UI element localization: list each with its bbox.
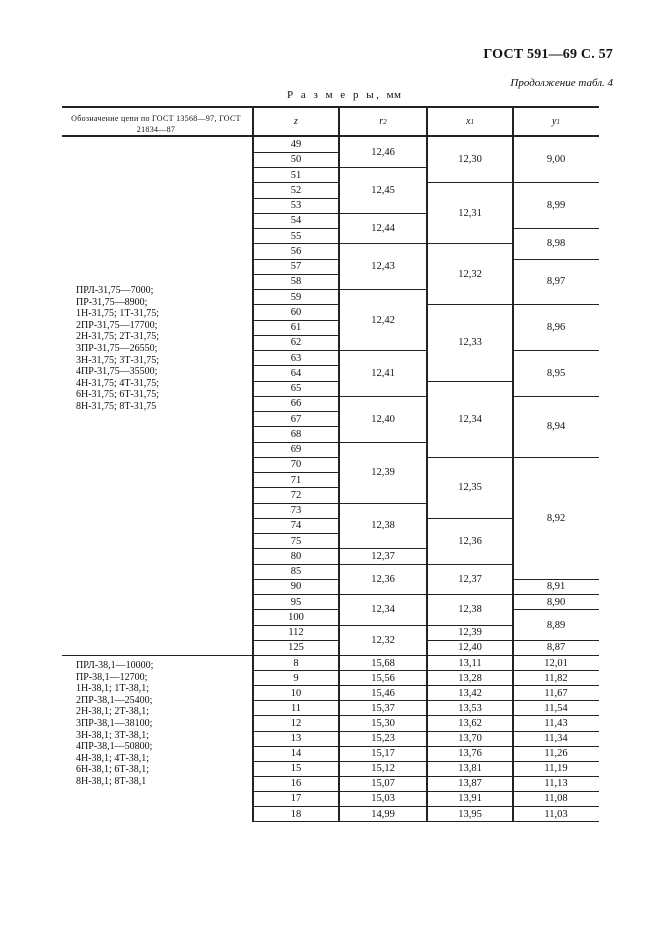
y1-cell: 11,19 — [544, 763, 568, 775]
y1-cell: 8,92 — [546, 512, 566, 524]
designation-line: ПРЛ-38,1—10000; — [76, 660, 154, 671]
designation-line: 2ПР-38,1—25400; — [76, 694, 153, 706]
designation-line: 6Н-31,75; 6Т-31,75; — [76, 389, 160, 401]
designation-line: 3ПР-31,75—26550; — [76, 342, 158, 354]
z-cell: 69 — [290, 444, 302, 456]
r2-cell: 12,40 — [371, 413, 395, 425]
y1-cell: 11,82 — [544, 672, 568, 684]
y1-cell: 8,95 — [546, 367, 566, 379]
y1-cell: 11,13 — [544, 778, 568, 790]
z-cell: 65 — [290, 383, 302, 395]
x1-cell: 13,28 — [458, 672, 482, 684]
z-cell: 49 — [290, 139, 302, 151]
designation-line: 2ПР-31,75—17700; — [76, 319, 158, 331]
x1-cell: 12,39 — [458, 627, 482, 639]
designation-line: 8Н-31,75; 8Т-31,75 — [76, 400, 157, 412]
z-cell: 112 — [288, 627, 304, 639]
y1-cell: 8,98 — [546, 238, 566, 250]
x1-cell: 13,53 — [458, 702, 482, 714]
header-r2-sub: 2 — [383, 117, 387, 126]
r2-cell: 14,99 — [371, 808, 395, 820]
header-y1-sub: 1 — [556, 117, 560, 126]
z-cell: 61 — [290, 322, 302, 334]
r2-cell: 12,43 — [371, 261, 395, 273]
z-cell: 67 — [290, 413, 302, 425]
y1-cell: 11,43 — [544, 717, 568, 729]
r2-cell: 12,46 — [371, 146, 395, 158]
r2-cell: 15,56 — [371, 672, 395, 684]
r2-cell: 12,41 — [371, 367, 395, 379]
continuation-note: Продолжение табл. 4 — [510, 77, 613, 89]
r2-cell: 12,45 — [371, 184, 395, 196]
x1-cell: 12,35 — [458, 482, 482, 494]
z-cell: 63 — [290, 352, 302, 364]
z-cell: 14 — [290, 748, 302, 760]
r2-cell: 15,37 — [371, 702, 395, 714]
sizes-label: Р а з м е р ы, — [287, 89, 382, 101]
header-y1-text: y — [552, 116, 557, 127]
x1-cell: 12,34 — [458, 413, 482, 425]
y1-cell: 11,26 — [544, 748, 568, 760]
z-cell: 68 — [290, 428, 302, 440]
z-cell: 52 — [290, 184, 302, 196]
x1-cell: 13,70 — [458, 733, 482, 745]
r2-cell: 15,68 — [371, 657, 395, 669]
r2-cell: 12,37 — [371, 550, 395, 562]
z-cell: 53 — [290, 200, 302, 212]
x1-cell: 12,32 — [458, 268, 482, 280]
r2-cell: 12,42 — [371, 314, 395, 326]
designation-line: 6Н-38,1; 6Т-38,1; — [76, 764, 150, 776]
z-cell: 72 — [290, 489, 302, 501]
z-cell: 16 — [290, 778, 302, 790]
designation-line: 4Н-31,75; 4Т-31,75; — [76, 377, 160, 389]
designation-line: 4ПР-38,1—50800; — [76, 741, 153, 753]
z-cell: 70 — [290, 459, 302, 471]
z-cell: 73 — [290, 505, 302, 517]
header-r2-text: r — [379, 116, 384, 127]
y1-cell: 8,89 — [546, 619, 566, 631]
designation-line: 4ПР-31,75—35500; — [76, 366, 158, 378]
z-cell: 60 — [290, 306, 302, 318]
r2-cell: 15,03 — [371, 793, 395, 805]
z-cell: 11 — [290, 702, 302, 714]
z-cell: 8 — [293, 657, 299, 669]
z-cell: 62 — [290, 337, 302, 349]
z-cell: 10 — [290, 687, 302, 699]
r2-cell: 15,07 — [371, 778, 395, 790]
y1-cell: 11,34 — [544, 733, 568, 745]
x1-cell: 13,76 — [458, 748, 482, 760]
y1-cell: 8,99 — [546, 200, 566, 212]
page-header: ГОСТ 591—69 С. 57 — [483, 47, 613, 62]
z-cell: 95 — [290, 596, 302, 608]
designation-line: 1Н-38,1; 1Т-38,1; — [76, 683, 150, 695]
x1-cell: 12,40 — [458, 642, 482, 654]
header-x1-text: x — [466, 116, 471, 127]
z-cell: 55 — [290, 230, 302, 242]
z-cell: 58 — [290, 276, 302, 288]
z-cell: 51 — [290, 169, 302, 181]
r2-cell: 15,17 — [371, 748, 395, 760]
y1-cell: 11,54 — [544, 702, 568, 714]
z-cell: 71 — [290, 474, 302, 486]
z-cell: 66 — [290, 398, 302, 410]
designation-line: ПР-38,1—12700; — [76, 671, 148, 683]
y1-cell: 11,03 — [544, 808, 568, 820]
header-x1-sub: 1 — [470, 117, 474, 126]
r2-cell: 12,38 — [371, 520, 395, 532]
z-cell: 75 — [290, 535, 302, 547]
header-designation: Обозначение цепи по ГОСТ 13568—97, ГОСТ 21834—87 — [71, 114, 241, 134]
z-cell: 15 — [290, 763, 302, 775]
x1-cell: 13,11 — [458, 657, 482, 669]
y1-cell: 8,87 — [546, 642, 566, 654]
r2-cell: 15,12 — [371, 763, 395, 775]
r2-cell: 12,44 — [371, 223, 395, 234]
r2-cell: 15,46 — [371, 687, 395, 699]
x1-cell: 13,62 — [458, 717, 482, 729]
z-cell: 64 — [290, 367, 302, 379]
z-cell: 80 — [290, 550, 302, 562]
x1-cell: 12,36 — [458, 535, 482, 547]
r2-cell: 15,23 — [371, 733, 395, 745]
designation-line: 2Н-38,1; 2Т-38,1; — [76, 706, 150, 718]
z-cell: 56 — [290, 245, 302, 257]
sizes-unit: мм — [386, 89, 402, 101]
z-cell: 59 — [290, 291, 302, 303]
x1-cell: 12,38 — [458, 604, 482, 616]
z-cell: 13 — [290, 733, 302, 745]
designation-line: 4Н-38,1; 4Т-38,1; — [76, 752, 150, 764]
designation-line: 1Н-31,75; 1Т-31,75; — [76, 308, 160, 320]
z-cell: 17 — [290, 793, 302, 805]
x1-cell: 12,33 — [458, 337, 482, 349]
y1-cell: 8,90 — [546, 596, 566, 608]
z-cell: 85 — [290, 566, 302, 578]
r2-cell: 15,30 — [371, 717, 395, 729]
designation-line: 2Н-31,75; 2Т-31,75; — [76, 331, 160, 343]
y1-cell: 8,96 — [546, 322, 566, 334]
z-cell: 57 — [290, 261, 302, 273]
y1-cell: 8,97 — [546, 276, 566, 288]
header-z-text: z — [294, 116, 298, 127]
z-cell: 100 — [288, 611, 304, 623]
x1-cell: 13,42 — [458, 687, 482, 699]
z-cell: 50 — [290, 154, 302, 166]
designation-line: 3Н-38,1; 3Т-38,1; — [76, 729, 150, 741]
z-cell: 125 — [288, 642, 304, 654]
y1-cell: 12,01 — [544, 657, 568, 669]
z-cell: 12 — [290, 717, 302, 729]
y1-cell: 11,08 — [544, 793, 568, 805]
designation-line: ПРЛ-31,75—7000; — [76, 285, 154, 296]
y1-cell: 9,00 — [546, 154, 566, 166]
z-cell: 90 — [290, 581, 302, 593]
y1-cell: 11,67 — [544, 687, 568, 699]
designation-line: 3ПР-38,1—38100; — [76, 717, 153, 729]
z-cell: 9 — [293, 672, 299, 684]
x1-cell: 13,81 — [458, 763, 482, 775]
designation-line: 8Н-38,1; 8Т-38,1 — [76, 775, 147, 787]
z-cell: 74 — [290, 520, 302, 532]
y1-cell: 8,91 — [546, 581, 566, 593]
y1-cell: 8,94 — [546, 421, 566, 433]
z-cell: 54 — [290, 215, 302, 227]
r2-cell: 12,32 — [371, 634, 395, 646]
r2-cell: 12,36 — [371, 573, 395, 585]
designation-line: ПР-31,75—8900; — [76, 296, 148, 308]
r2-cell: 12,34 — [371, 604, 395, 616]
x1-cell: 13,95 — [458, 808, 482, 820]
x1-cell: 12,37 — [458, 573, 482, 585]
designation-line: 3Н-31,75; 3Т-31,75; — [76, 354, 160, 366]
z-cell: 18 — [290, 808, 302, 820]
r2-cell: 12,39 — [371, 467, 395, 478]
x1-cell: 13,87 — [458, 778, 482, 790]
x1-cell: 12,30 — [458, 154, 482, 166]
x1-cell: 13,91 — [458, 793, 482, 805]
x1-cell: 12,31 — [458, 207, 482, 219]
